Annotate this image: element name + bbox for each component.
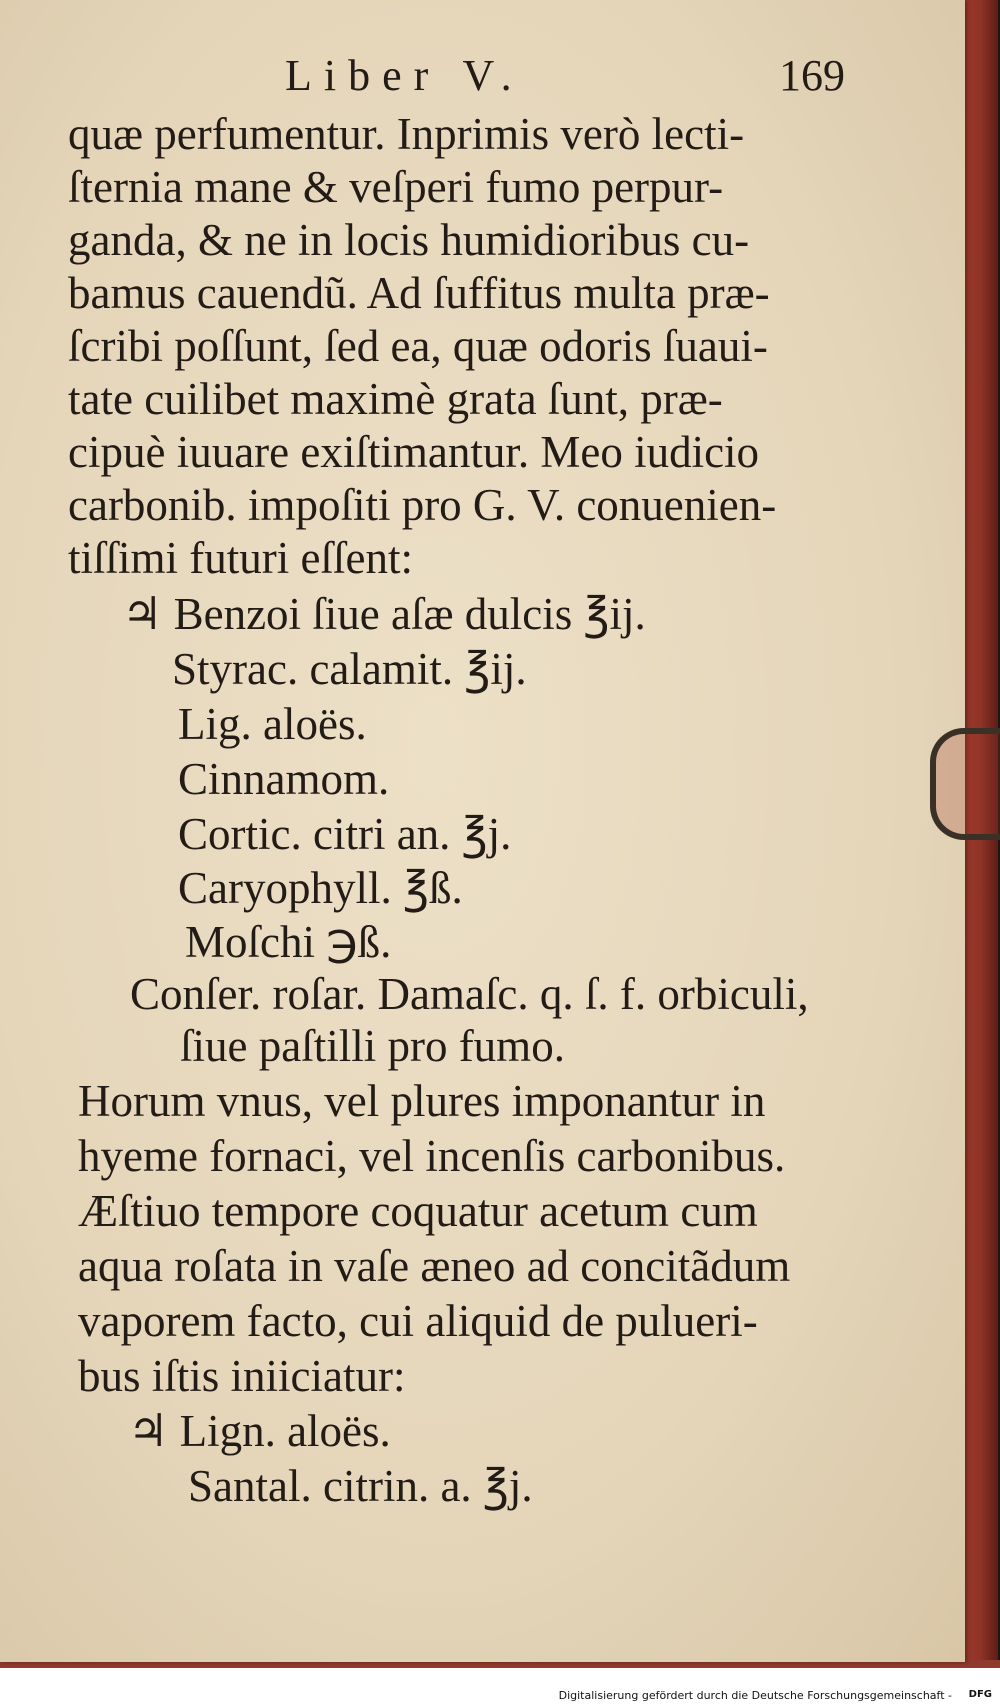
recipe-line: Lig. aloës. (178, 699, 367, 749)
text-line: tiſſimi futuri eſſent: (68, 533, 413, 583)
text-line: quæ perfumentur. Inprimis verò lecti- (68, 109, 745, 159)
recipe-line: ♃ Benzoi ſiue aſæ dulcis ℥ij. (122, 589, 646, 639)
dfg-logo-icon: DFG (968, 1689, 992, 1700)
page-number: 169 (779, 51, 845, 100)
recipe-line: ♃ Lign. aloës. (128, 1406, 391, 1456)
text-line: bus iſtis iniiciatur: (78, 1351, 406, 1401)
text-line: carbonib. impoſiti pro G. V. conuenien- (68, 480, 777, 530)
text-line: vaporem facto, cui aliquid de pulueri- (78, 1296, 758, 1346)
text-line: tate cuilibet maximè grata ſunt, præ- (68, 374, 723, 424)
recipe-line: Santal. citrin. a. ℥j. (188, 1461, 533, 1511)
recipe-line: Conſer. roſar. Damaſc. q. ſ. f. orbiculi, (130, 969, 809, 1019)
recipe-line: Cortic. citri an. ℥j. (178, 809, 512, 859)
text-line: aqua roſata in vaſe æneo ad concitãdum (78, 1241, 791, 1291)
text-line: ganda, & ne in locis humidioribus cu- (68, 215, 750, 265)
book-clasp-icon (930, 728, 1000, 840)
recipe-line: Cinnamom. (178, 754, 390, 804)
running-title: Liber V. (285, 51, 524, 100)
text-line: Æſtiuo tempore coquatur acetum cum (78, 1186, 758, 1236)
digitization-credit: Digitalisierung gefördert durch die Deutsche Forschungsgemeinschaft - (558, 1689, 952, 1702)
recipe-line: ſiue paſtilli pro fumo. (180, 1021, 565, 1071)
recipe-line: Moſchi ℈ß. (185, 917, 392, 967)
running-header (285, 50, 845, 110)
text-line: hyeme fornaci, vel incenſis carbonibus. (78, 1131, 786, 1181)
text-line: cipuè iuuare exiſtimantur. Meo iudicio (68, 427, 760, 477)
text-line: bamus cauendũ. Ad ſuffitus multa præ- (68, 268, 770, 318)
recipe-line: Caryophyll. ℥ß. (178, 863, 463, 913)
text-line: ſcribi poſſunt, ſed ea, quæ odoris ſuaui- (68, 321, 768, 371)
text-line: Horum vnus, vel plures imponantur in (78, 1076, 766, 1126)
recipe-line: Styrac. calamit. ℥ij. (172, 644, 527, 694)
text-line: ſternia mane & veſperi fumo perpur- (68, 162, 724, 212)
